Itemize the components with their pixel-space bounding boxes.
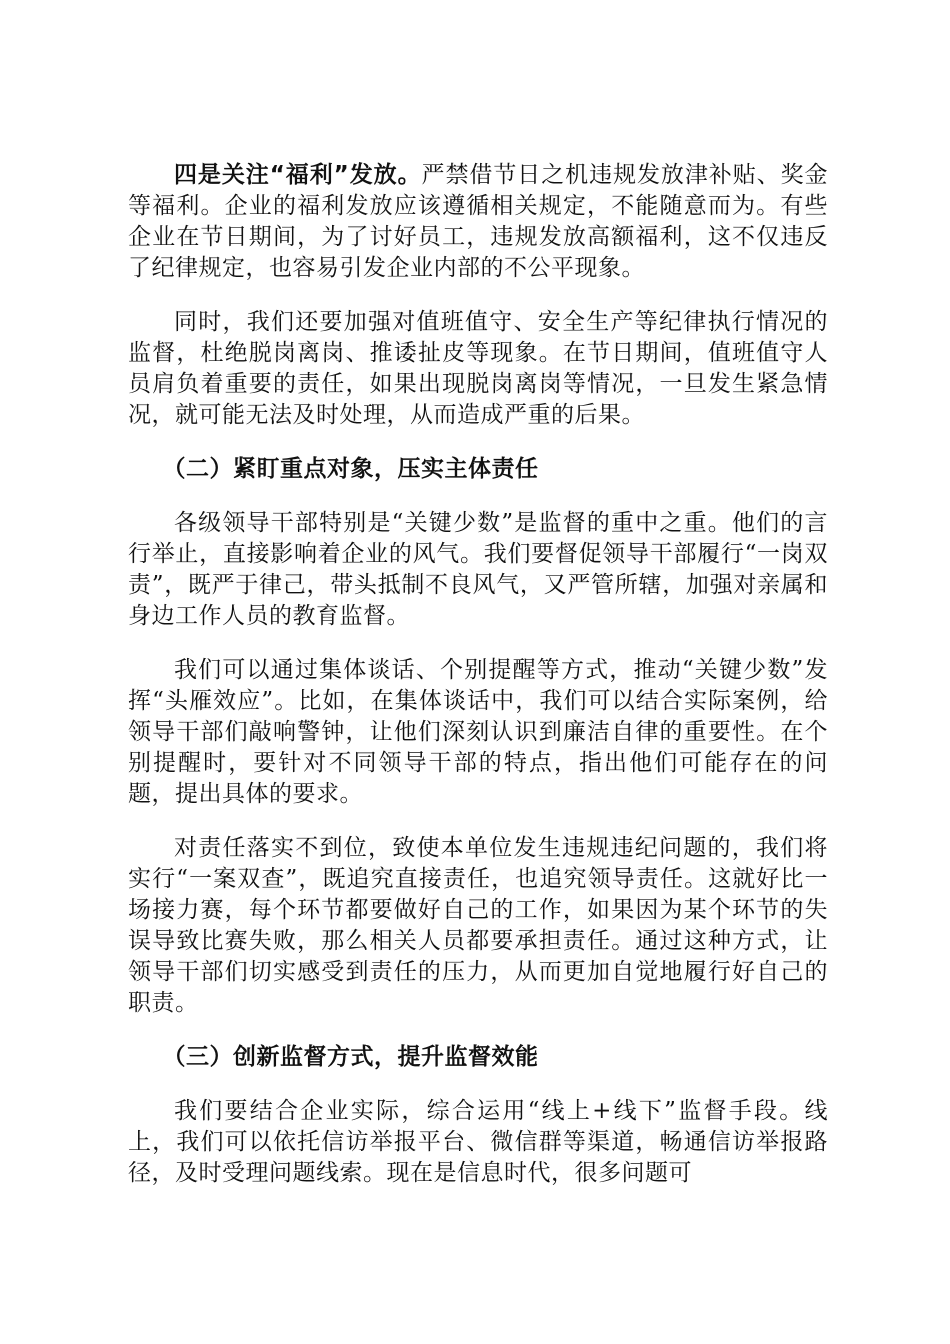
paragraph-dual-investigation: 对责任落实不到位，致使本单位发生违规违纪问题的，我们将实行“一案双查”，既追究直接责任，也追究领导责任。这就好比一场接力赛，每个环节都要做好自己的工作，如果因为某个环节的失误导致比赛失败，那么相关人员都要承担责任。通过这种方式，让领导干部们切实感受到责任的压力，从而更加自觉地履行好自己的职责。 bbox=[128, 835, 828, 1016]
paragraph-text: 严禁借节日之机违规发放津补贴、奖金等福利。企业的福利发放应该遵循相关规定，不能随意而为。有些企业在节日期间，为了讨好员工，违规发放高额福利，这不仅违反了纪律规定，也容易引发企业内部的不公平现象。 bbox=[128, 162, 829, 281]
paragraph-welfare bbox=[128, 160, 828, 284]
paragraph-duty-supervision: 同时，我们还要加强对值班值守、安全生产等纪律执行情况的监督，杜绝脱岗离岗、推诿扯皮等现象。在节日期间，值班值守人员肩负着重要的责任，如果出现脱岗离岗等情况，一旦发生紧急情况，就可能无法及时处理，从而造成严重的后果。 bbox=[128, 309, 828, 428]
section-heading-2: （二）紧盯重点对象，压实主体责任 bbox=[162, 456, 539, 482]
document-body bbox=[128, 160, 828, 1212]
paragraph-lead-heading: 四是关注“福利”发放。 bbox=[174, 162, 422, 188]
paragraph-key-minority: 各级领导干部特别是“关键少数”是监督的重中之重。他们的言行举止，直接影响着企业的风气。我们要督促领导干部履行“一岗双责”，既严于律己，带头抵制不良风气，又严管所辖，加强对亲属和身边工作人员的教育监督。 bbox=[128, 510, 828, 629]
paragraph-online-offline: 我们要结合企业实际，综合运用“线上+线下”监督手段。线上，我们可以依托信访举报平台、微信群等渠道，畅通信访举报路径，及时受理问题线索。现在是信息时代，很多问题可 bbox=[128, 1098, 828, 1186]
section-heading-3: （三）创新监督方式，提升监督效能 bbox=[162, 1044, 539, 1070]
paragraph-talks-reminders: 我们可以通过集体谈话、个别提醒等方式，推动“关键少数”发挥“头雁效应”。比如，在集体谈话中，我们可以结合实际案例，给领导干部们敲响警钟，让他们深刻认识到廉洁自律的重要性。在个别提醒时，要针对不同领导干部的特点，指出他们可能存在的问题，提出具体的要求。 bbox=[128, 657, 828, 807]
